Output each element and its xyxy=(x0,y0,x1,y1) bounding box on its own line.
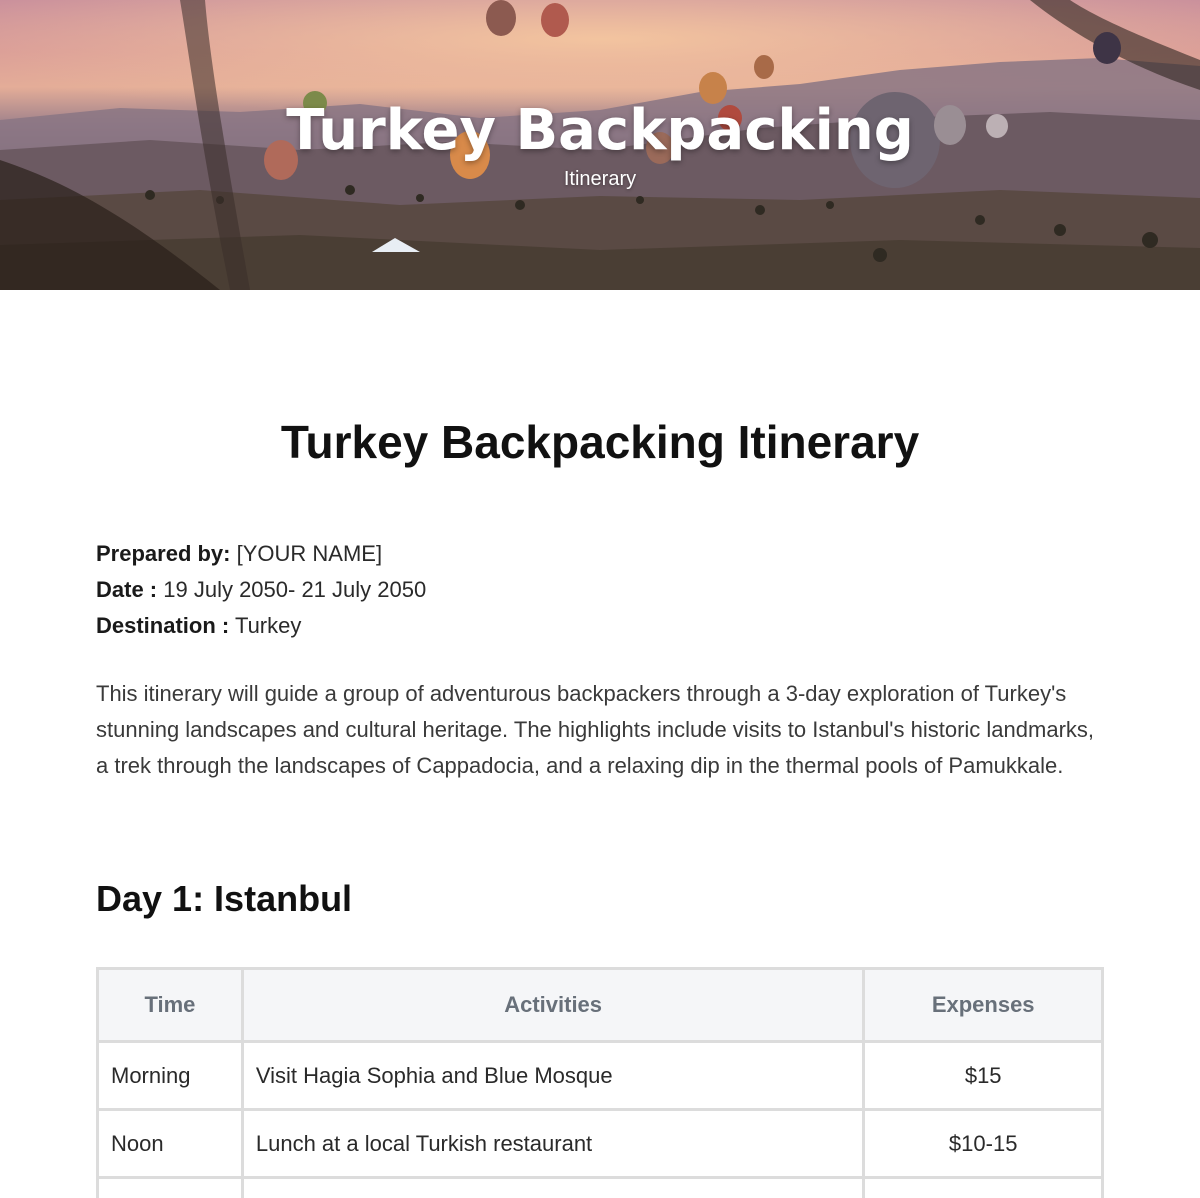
cell-activity: Visit Hagia Sophia and Blue Mosque xyxy=(244,1043,863,1108)
meta-label: Date : xyxy=(96,577,158,602)
table-row xyxy=(99,1111,1101,1176)
cell-activity: Lunch at a local Turkish restaurant xyxy=(244,1111,863,1176)
cell-time: Noon xyxy=(99,1111,241,1176)
meta-block xyxy=(96,536,426,644)
cell-expense xyxy=(865,1179,1101,1198)
day-1-itinerary-table xyxy=(96,967,1104,1198)
column-header-expenses: Expenses xyxy=(865,970,1101,1040)
hero-title: Turkey Backpacking xyxy=(286,98,914,163)
meta-destination xyxy=(96,608,426,644)
cell-expense: $10-15 xyxy=(865,1111,1101,1176)
meta-value: [YOUR NAME] xyxy=(236,541,383,566)
intro-paragraph: This itinerary will guide a group of adventurous backpackers through a 3-day exploration of Turkey's stunning landscapes and cultural heritage. The highlights include visits to Istanbul's historic landmarks, a trek through the landscapes of Cappadocia, and a relaxing dip in the thermal pools of Pamukkale. xyxy=(96,681,1095,778)
cell-time xyxy=(99,1179,241,1198)
hero-banner xyxy=(0,0,1200,290)
meta-label: Destination : xyxy=(96,613,230,638)
meta-label: Prepared by: xyxy=(96,541,231,566)
table-header-row xyxy=(99,970,1101,1040)
meta-date xyxy=(96,572,426,608)
meta-value: 19 July 2050- 21 July 2050 xyxy=(163,577,427,602)
cell-expense: $15 xyxy=(865,1043,1101,1108)
day-1-heading: Day 1: Istanbul xyxy=(96,878,353,919)
cell-time: Morning xyxy=(99,1043,241,1108)
document-title: Turkey Backpacking Itinerary xyxy=(280,416,920,468)
meta-value: Turkey xyxy=(234,613,302,638)
table-row xyxy=(99,1179,1101,1198)
hero-subtitle: Itinerary xyxy=(563,168,637,190)
table-row xyxy=(99,1043,1101,1108)
meta-prepared-by xyxy=(96,536,426,572)
column-header-time: Time xyxy=(99,970,241,1040)
cell-activity xyxy=(244,1179,863,1198)
column-header-activities: Activities xyxy=(244,970,863,1040)
